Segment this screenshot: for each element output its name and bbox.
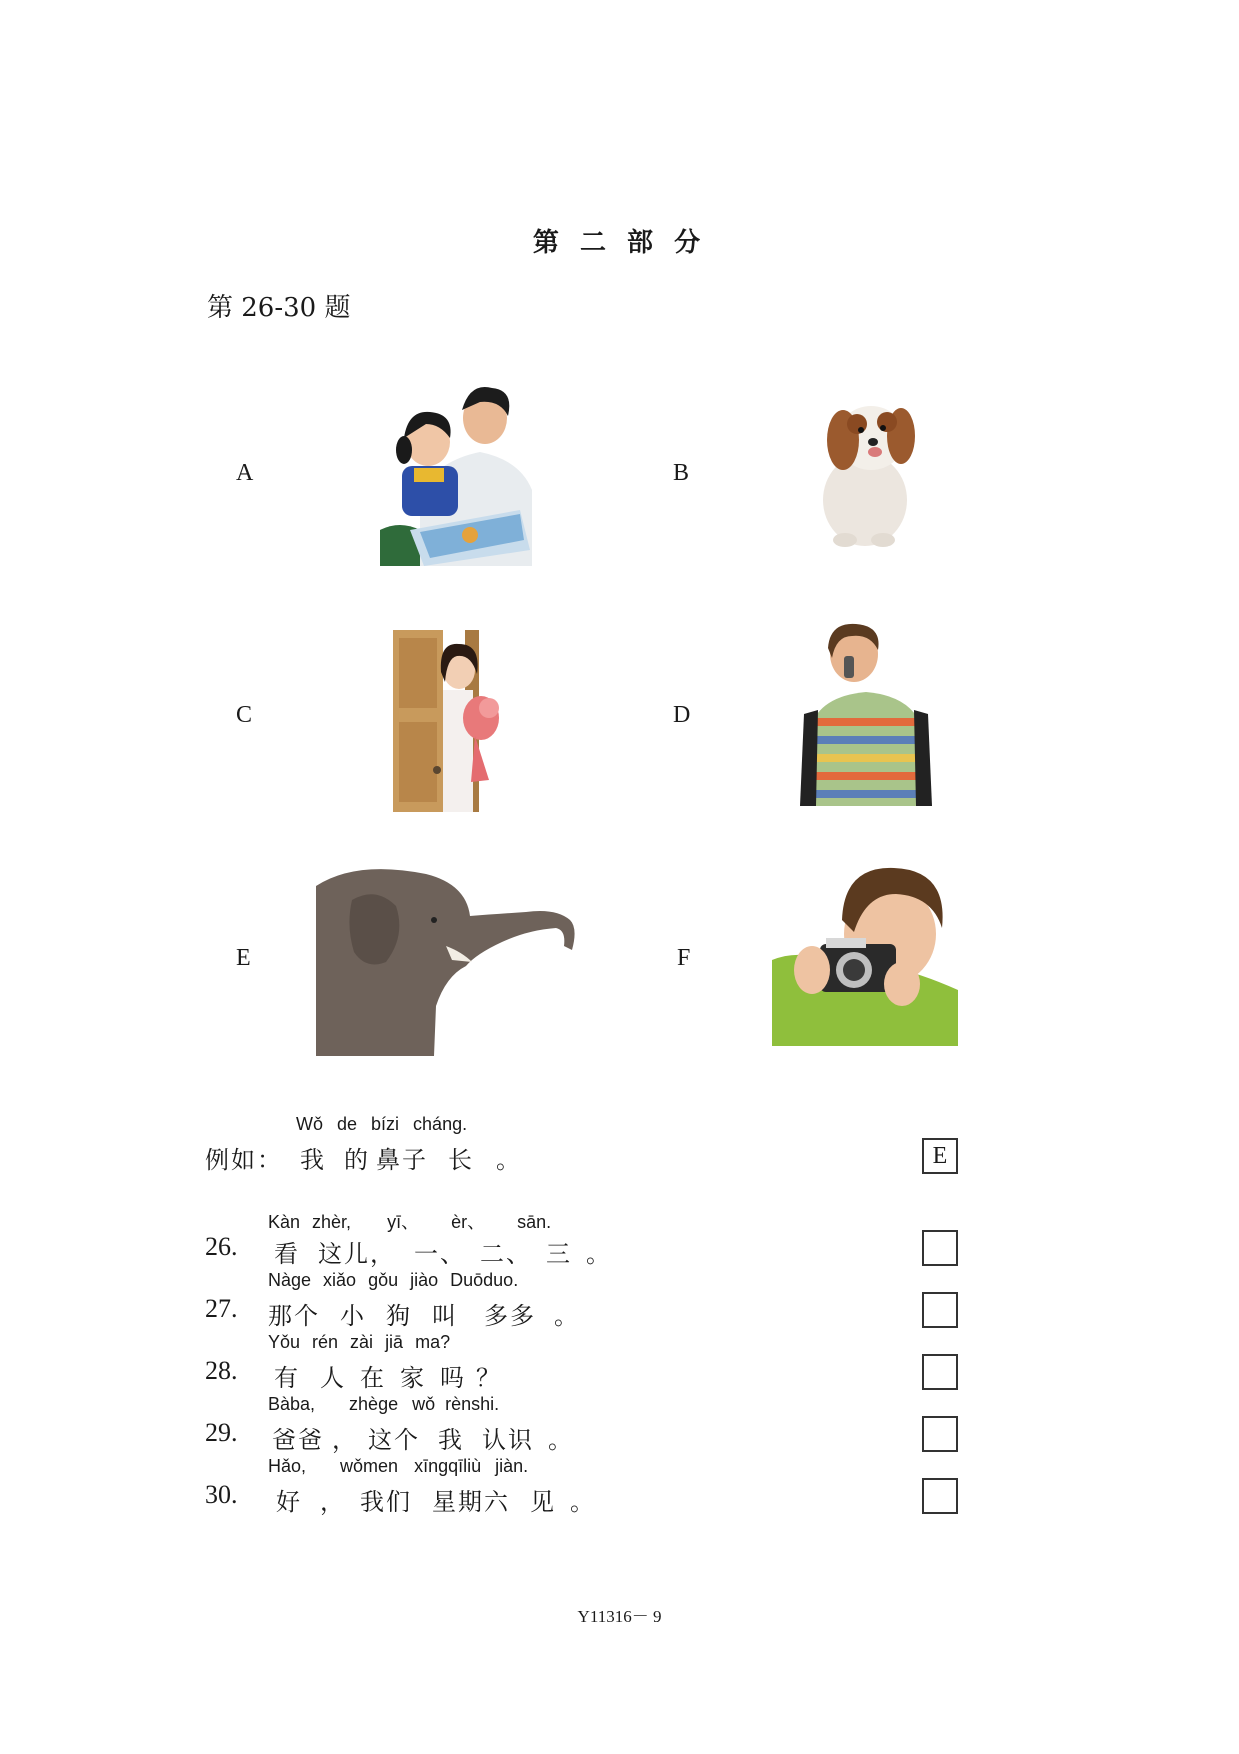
q28-hanzi: 有 人 在 家 吗 ？ — [274, 1364, 502, 1392]
option-letter-d: D — [673, 702, 691, 728]
elephant-picture — [316, 866, 588, 1056]
q28-number: 28. — [205, 1356, 238, 1385]
q26-number: 26. — [205, 1232, 238, 1261]
pinyin-word: cháng. — [413, 1114, 468, 1134]
page-title: 第 二 部 分 — [532, 228, 707, 258]
example-answer: E — [932, 1143, 948, 1169]
q27-pinyin: Nàge xiǎo gǒu jiào Duōduo. — [268, 1270, 519, 1290]
q27-hanzi: 那个 小 狗 叫 多多 。 — [268, 1302, 580, 1330]
example-answer-box — [922, 1138, 958, 1174]
q30-number: 30. — [205, 1480, 238, 1509]
q29-pinyin: Bàba, zhège wǒ rènshi. — [268, 1394, 500, 1414]
example-pinyin — [296, 1114, 467, 1135]
option-letter-a: A — [236, 460, 254, 486]
pinyin-word: de — [337, 1114, 358, 1134]
q30-answer-box[interactable] — [922, 1478, 958, 1514]
boy-with-camera-picture — [772, 860, 958, 1046]
q30-hanzi: 好 ， 我们 星期六 见 。 — [276, 1488, 596, 1516]
woman-at-door-with-flowers-picture — [393, 630, 511, 812]
pinyin-word: Wǒ — [296, 1114, 323, 1134]
q26-hanzi: 看 这儿， 一、 二、 三 。 — [274, 1240, 612, 1268]
q26-pinyin: Kàn zhèr, yī、 èr、 sān. — [268, 1212, 552, 1232]
boy-on-phone-picture — [800, 618, 932, 806]
option-letter-e: E — [236, 945, 251, 971]
puppy-dog-picture — [805, 390, 935, 550]
q29-hanzi: 爸爸 ， 这个 我 认识 。 — [272, 1426, 574, 1454]
q30-pinyin: Hǎo, wǒmen xīngqīliù jiàn. — [268, 1456, 529, 1476]
question-range: 第 26-30 题 — [207, 293, 351, 323]
q28-answer-box[interactable] — [922, 1354, 958, 1390]
option-letter-f: F — [677, 945, 691, 971]
q29-answer-box[interactable] — [922, 1416, 958, 1452]
option-letter-c: C — [236, 702, 253, 728]
q29-number: 29. — [205, 1418, 238, 1447]
pinyin-word: bízi — [371, 1114, 400, 1134]
q28-pinyin: Yǒu rén zài jiā ma? — [268, 1332, 451, 1352]
example-hanzi: 我 的 鼻子 长 。 — [300, 1146, 522, 1174]
q27-answer-box[interactable] — [922, 1292, 958, 1328]
father-daughter-reading-picture — [380, 380, 532, 566]
example-label: 例如： — [205, 1146, 283, 1174]
q27-number: 27. — [205, 1294, 238, 1323]
option-letter-b: B — [673, 460, 690, 486]
q26-answer-box[interactable] — [922, 1230, 958, 1266]
page-footer: Y11316－ 9 — [577, 1607, 662, 1626]
